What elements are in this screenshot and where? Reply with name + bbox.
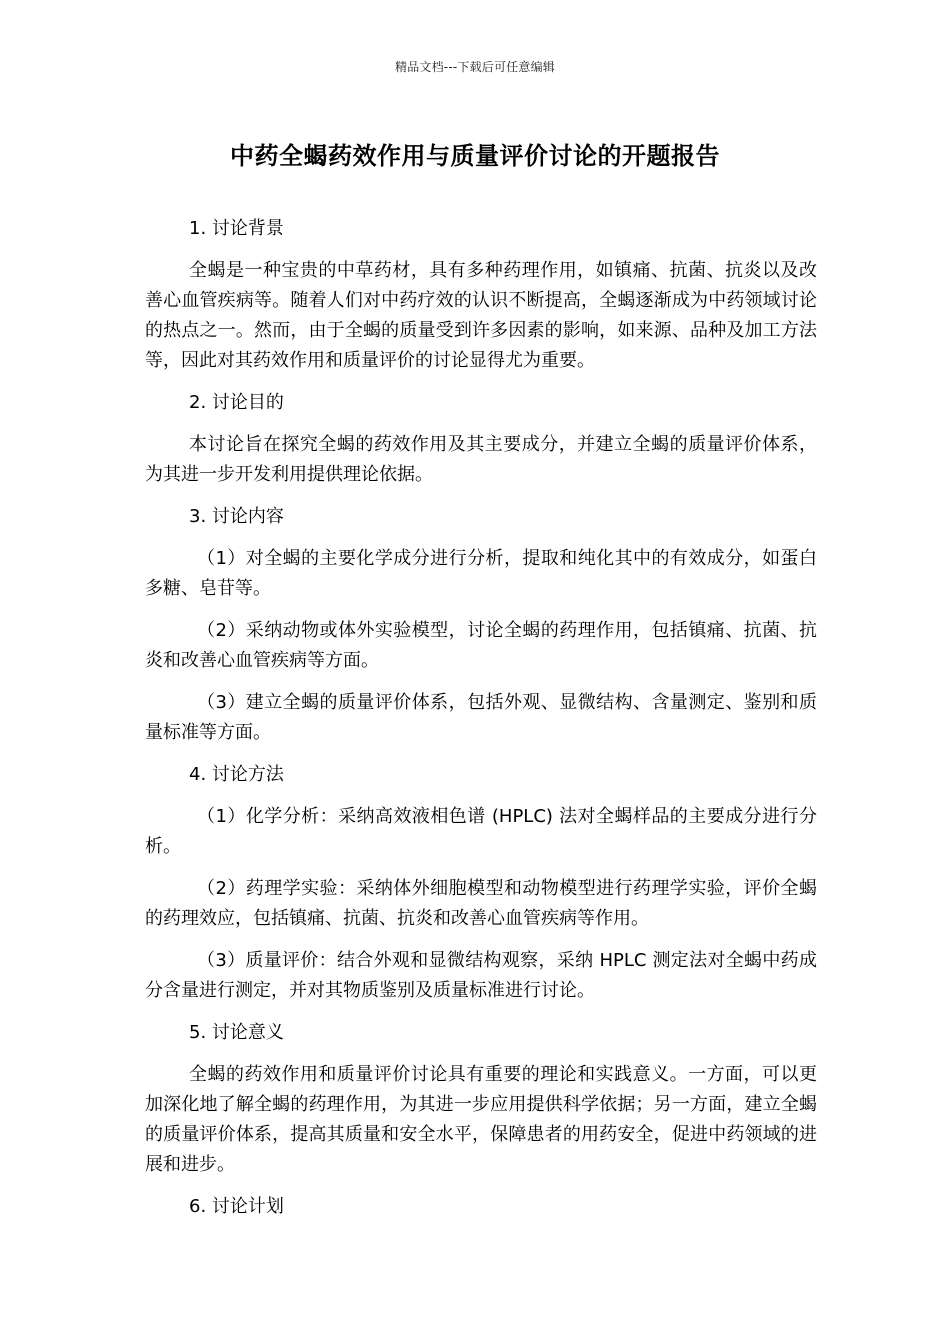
document-title: 中药全蝎药效作用与质量评价讨论的开题报告 <box>230 142 720 170</box>
section-heading-purpose: 2. 讨论目的 <box>189 392 284 413</box>
section-paragraph-significance: 全蝎的药效作用和质量评价讨论具有重要的理论和实践意义。一方面，可以更加深化地了解全蝎的药理作用，为其进一步应用提供科学依据；另一方面，建立全蝎的质量评价体系，提高其质量和安全水平，保障患者的用药安全，促进中药领域的进展和进步。 <box>145 1064 817 1175</box>
content-item-3: （3）建立全蝎的质量评价体系，包括外观、显微结构、含量测定、鉴别和质量标准等方面。 <box>145 692 817 743</box>
section-heading-methods: 4. 讨论方法 <box>189 764 284 785</box>
method-item-3: （3）质量评价：结合外观和显微结构观察，采纳 HPLC 测定法对全蝎中药成分含量进行测定，并对其物质鉴别及质量标准进行讨论。 <box>145 950 817 1001</box>
header-note: 精品文档---下载后可任意编辑 <box>395 60 555 74</box>
section-heading-background: 1. 讨论背景 <box>189 218 284 239</box>
method-item-2: （2）药理学实验：采纳体外细胞模型和动物模型进行药理学实验，评价全蝎的药理效应，包括镇痛、抗菌、抗炎和改善心血管疾病等作用。 <box>145 878 817 929</box>
section-heading-content: 3. 讨论内容 <box>189 506 284 527</box>
section-paragraph-purpose: 本讨论旨在探究全蝎的药效作用及其主要成分，并建立全蝎的质量评价体系，为其进一步开发利用提供理论依据。 <box>145 434 817 485</box>
content-item-2: （2）采纳动物或体外实验模型，讨论全蝎的药理作用，包括镇痛、抗菌、抗炎和改善心血管疾病等方面。 <box>145 620 817 671</box>
section-heading-significance: 5. 讨论意义 <box>189 1022 284 1043</box>
section-paragraph-background: 全蝎是一种宝贵的中草药材，具有多种药理作用，如镇痛、抗菌、抗炎以及改善心血管疾病等。随着人们对中药疗效的认识不断提高，全蝎逐渐成为中药领域讨论的热点之一。然而，由于全蝎的质量受到许多因素的影响，如来源、品种及加工方法等，因此对其药效作用和质量评价的讨论显得尤为重要。 <box>145 260 817 371</box>
section-heading-plan: 6. 讨论计划 <box>189 1196 284 1217</box>
content-item-1: （1）对全蝎的主要化学成分进行分析，提取和纯化其中的有效成分，如蛋白多糖、皂苷等。 <box>145 548 817 599</box>
document-body <box>145 214 817 1234</box>
method-item-1: （1）化学分析：采纳高效液相色谱 (HPLC) 法对全蝎样品的主要成分进行分析。 <box>145 806 817 857</box>
